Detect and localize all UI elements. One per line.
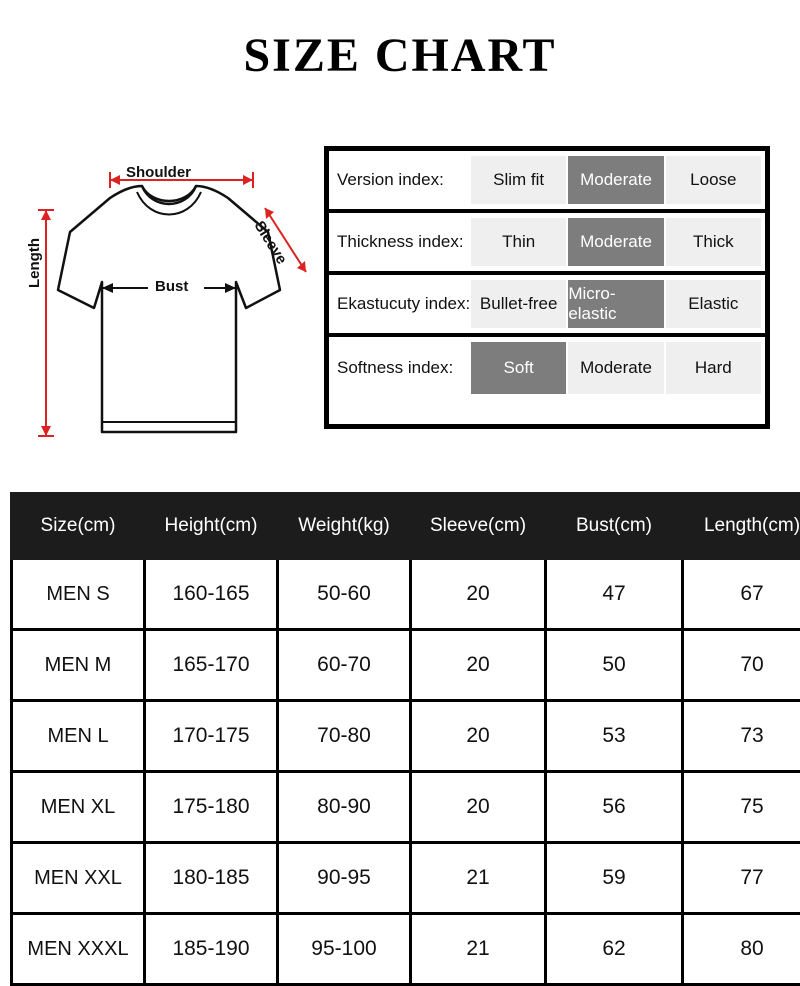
label-sleeve: Sleeve: [251, 218, 291, 267]
index-label-version: Version index:: [329, 151, 471, 209]
index-option-thickness-2[interactable]: Thick: [666, 218, 761, 266]
cell-bust: 50: [546, 630, 683, 701]
cell-bust: 47: [546, 559, 683, 630]
index-row-elasticity: [329, 275, 765, 337]
index-options-version: [471, 151, 765, 209]
cell-size: MEN XXXL: [12, 914, 145, 985]
cell-sleeve: 21: [411, 843, 546, 914]
index-options-thickness: [471, 213, 765, 271]
cell-weight: 60-70: [278, 630, 411, 701]
table-header-bust: Bust(cm): [546, 494, 683, 559]
cell-height: 175-180: [145, 772, 278, 843]
size-table-wrapper: [10, 492, 790, 986]
cell-length: 80: [683, 914, 800, 985]
index-option-thickness-1[interactable]: Moderate: [568, 218, 663, 266]
cell-length: 77: [683, 843, 800, 914]
table-row: [12, 630, 800, 701]
cell-bust: 56: [546, 772, 683, 843]
size-table: [10, 492, 800, 986]
cell-sleeve: 20: [411, 772, 546, 843]
cell-size: MEN L: [12, 701, 145, 772]
cell-sleeve: 20: [411, 630, 546, 701]
cell-size: MEN XL: [12, 772, 145, 843]
cell-bust: 62: [546, 914, 683, 985]
label-bust: Bust: [155, 278, 188, 295]
cell-length: 70: [683, 630, 800, 701]
index-row-version: [329, 151, 765, 213]
cell-sleeve: 20: [411, 559, 546, 630]
cell-weight: 80-90: [278, 772, 411, 843]
index-options-softness: [471, 337, 765, 399]
index-option-version-2[interactable]: Loose: [666, 156, 761, 204]
table-header-height: Height(cm): [145, 494, 278, 559]
table-row: [12, 559, 800, 630]
index-label-thickness: Thickness index:: [329, 213, 471, 271]
cell-height: 185-190: [145, 914, 278, 985]
label-shoulder: Shoulder: [126, 164, 191, 181]
cell-weight: 95-100: [278, 914, 411, 985]
index-option-elasticity-1[interactable]: Micro-elastic: [568, 280, 663, 328]
fabric-index-panel: [324, 146, 770, 429]
cell-size: MEN M: [12, 630, 145, 701]
table-header-row: [12, 494, 800, 559]
index-option-elasticity-0[interactable]: Bullet-free: [471, 280, 566, 328]
label-length: Length: [26, 238, 43, 288]
page-title: SIZE CHART: [0, 28, 800, 83]
cell-bust: 59: [546, 843, 683, 914]
index-options-elasticity: [471, 275, 765, 333]
tshirt-diagram: [10, 140, 320, 470]
table-header-size: Size(cm): [12, 494, 145, 559]
index-row-softness: [329, 337, 765, 399]
cell-bust: 53: [546, 701, 683, 772]
tshirt-icon: [10, 140, 320, 470]
cell-height: 170-175: [145, 701, 278, 772]
cell-size: MEN XXL: [12, 843, 145, 914]
cell-sleeve: 20: [411, 701, 546, 772]
table-header-weight: Weight(kg): [278, 494, 411, 559]
index-option-softness-1[interactable]: Moderate: [568, 342, 663, 394]
index-option-elasticity-2[interactable]: Elastic: [666, 280, 761, 328]
cell-sleeve: 21: [411, 914, 546, 985]
cell-length: 75: [683, 772, 800, 843]
cell-height: 160-165: [145, 559, 278, 630]
cell-size: MEN S: [12, 559, 145, 630]
index-row-thickness: [329, 213, 765, 275]
cell-length: 67: [683, 559, 800, 630]
table-header-sleeve: Sleeve(cm): [411, 494, 546, 559]
table-row: [12, 772, 800, 843]
cell-weight: 90-95: [278, 843, 411, 914]
index-label-softness: Softness index:: [329, 337, 471, 399]
table-header-length: Length(cm): [683, 494, 800, 559]
index-option-softness-0[interactable]: Soft: [471, 342, 566, 394]
table-row: [12, 701, 800, 772]
index-option-thickness-0[interactable]: Thin: [471, 218, 566, 266]
table-row: [12, 914, 800, 985]
index-option-softness-2[interactable]: Hard: [666, 342, 761, 394]
cell-length: 73: [683, 701, 800, 772]
cell-height: 180-185: [145, 843, 278, 914]
index-option-version-0[interactable]: Slim fit: [471, 156, 566, 204]
index-label-elasticity: Ekastucuty index:: [329, 275, 471, 333]
index-option-version-1[interactable]: Moderate: [568, 156, 663, 204]
cell-height: 165-170: [145, 630, 278, 701]
cell-weight: 70-80: [278, 701, 411, 772]
cell-weight: 50-60: [278, 559, 411, 630]
table-row: [12, 843, 800, 914]
